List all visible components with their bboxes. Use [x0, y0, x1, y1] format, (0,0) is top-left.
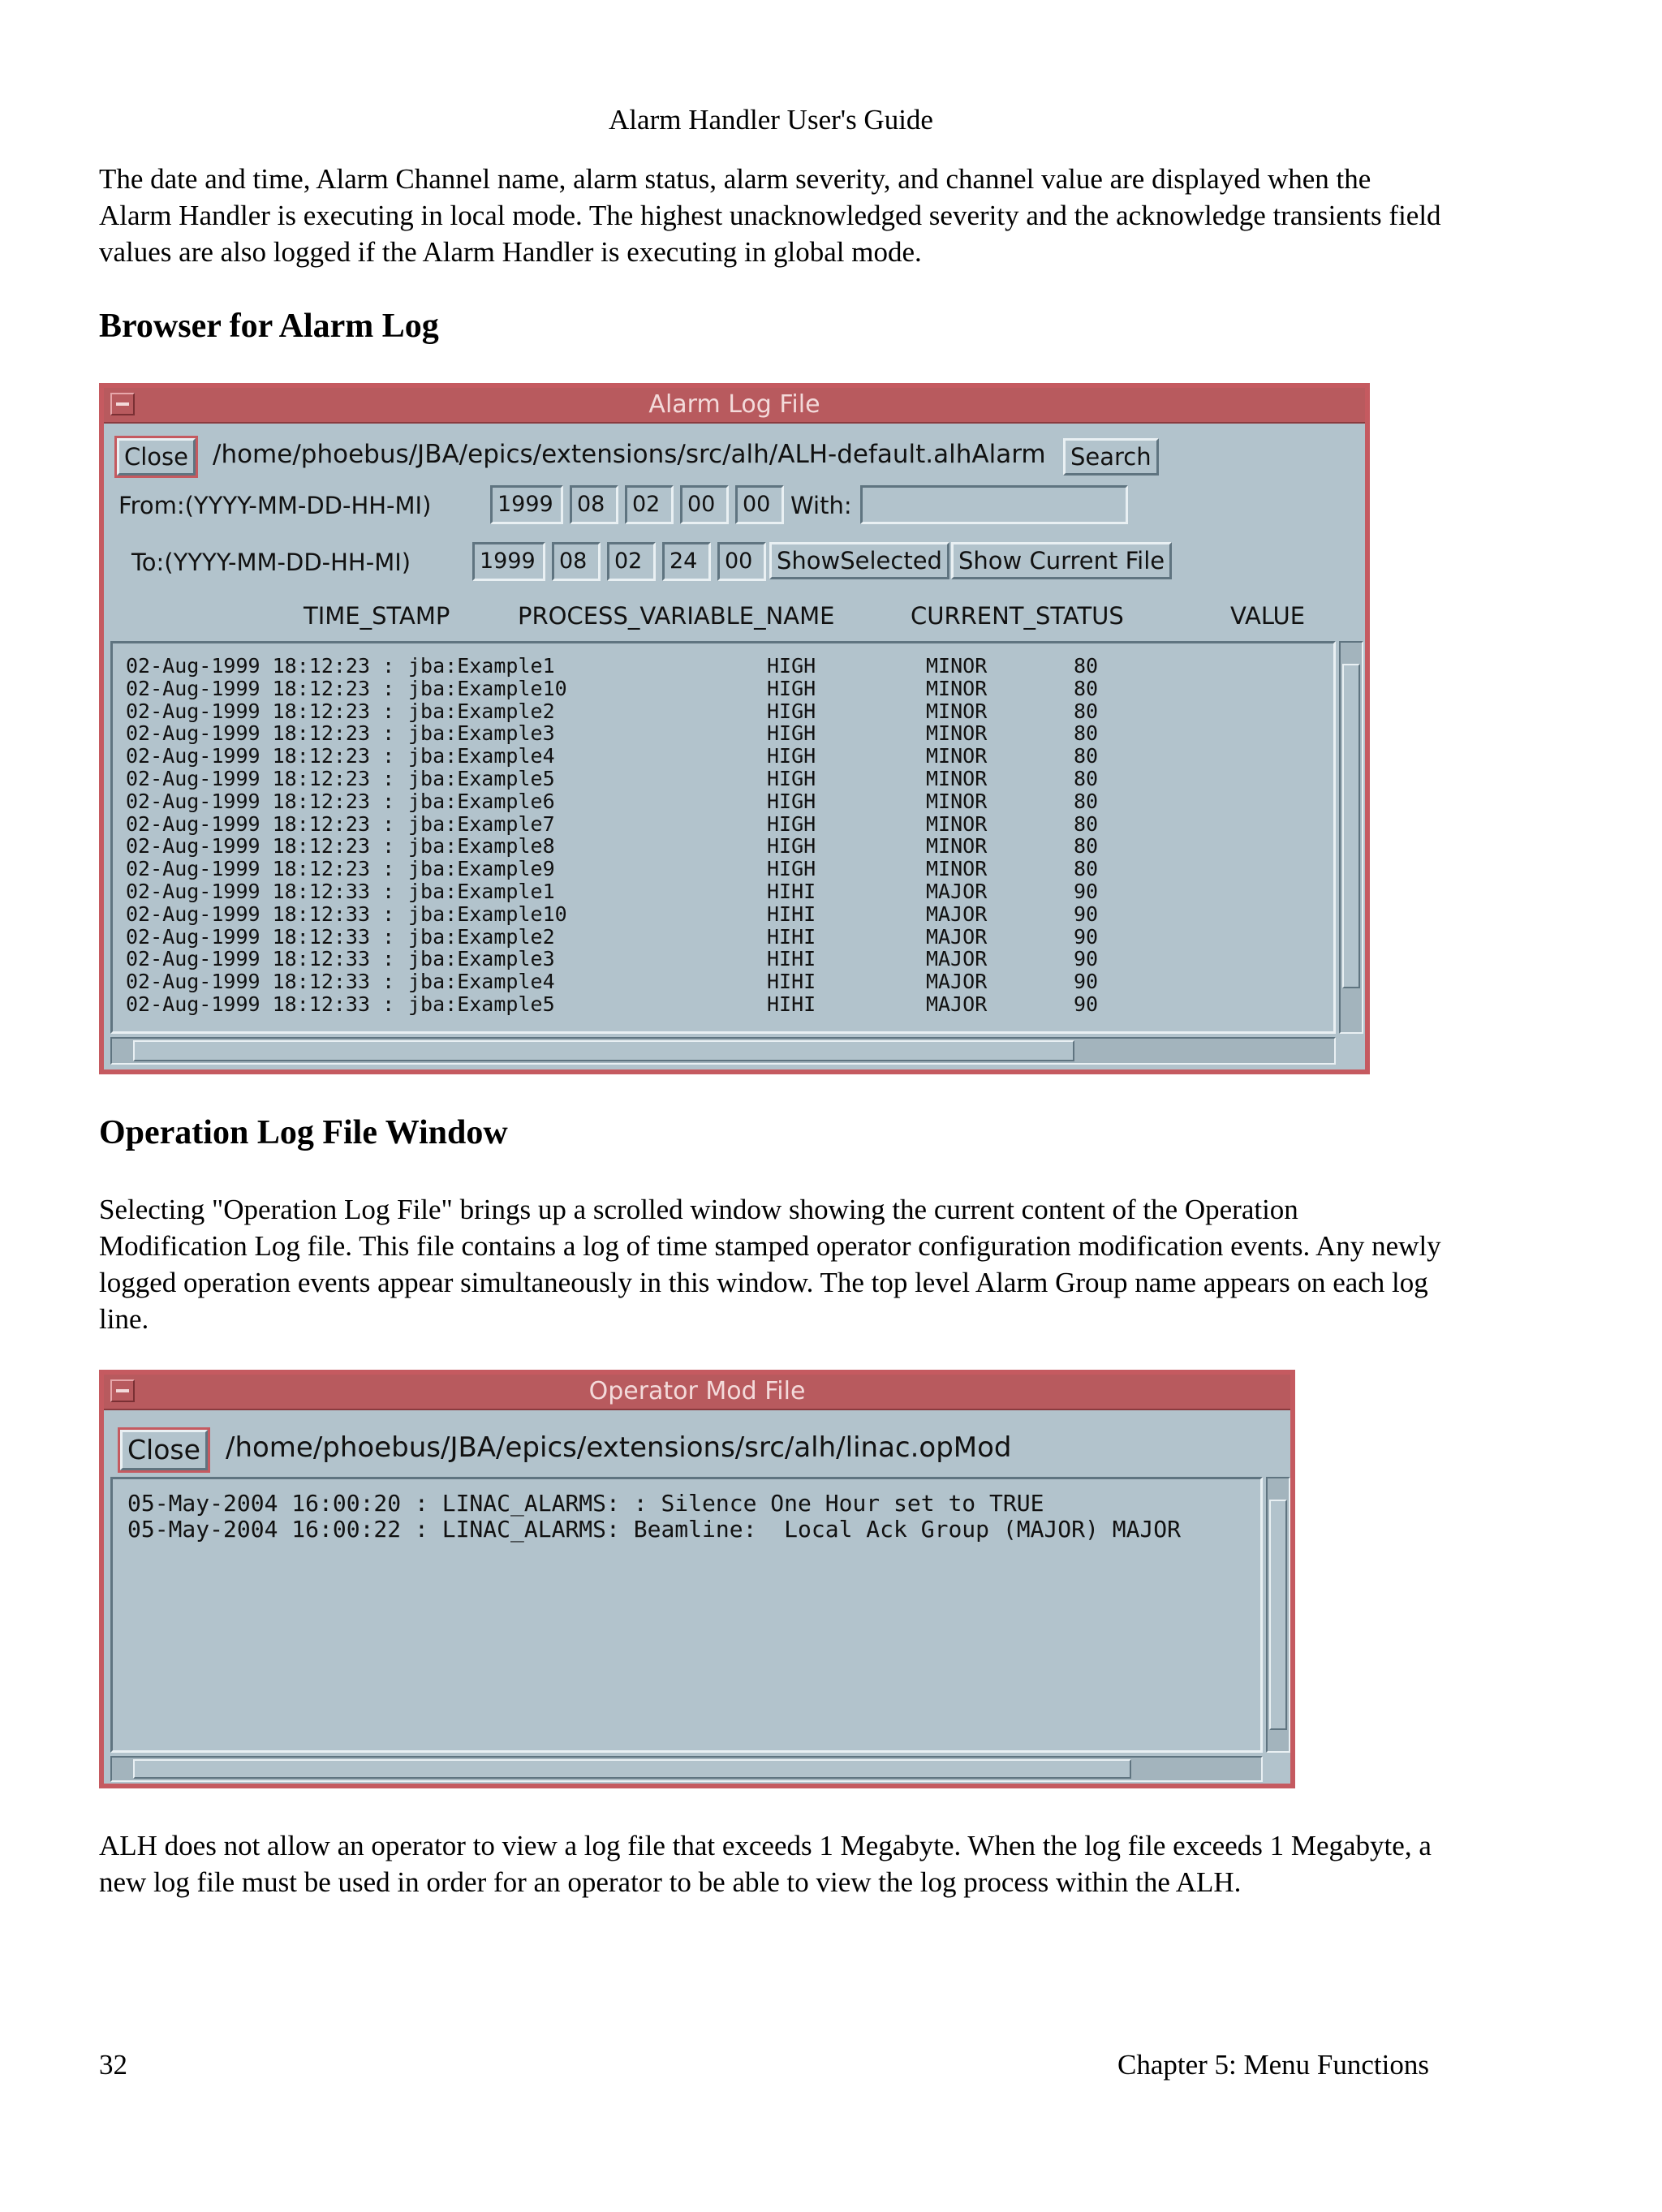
log-pv-name: jba:Example7	[408, 811, 555, 836]
log-status: HIGH	[767, 834, 816, 859]
page-header: Alarm Handler User's Guide	[609, 104, 933, 136]
log-row[interactable]	[126, 722, 1333, 745]
log-severity: MAJOR	[926, 970, 988, 994]
from-label: From:(YYYY-MM-DD-HH-MI)	[118, 492, 432, 519]
heading-operation-log: Operation Log File Window	[99, 1114, 508, 1151]
log-value: 80	[1074, 834, 1099, 859]
log-row[interactable]	[126, 790, 1333, 813]
operator-vertical-scrollbar[interactable]	[1266, 1477, 1290, 1753]
log-timestamp: 02-Aug-1999 18:12:23 :	[126, 699, 395, 723]
log-status: HIHI	[767, 992, 816, 1016]
log-pv-name: jba:Example5	[408, 992, 555, 1016]
log-status: HIGH	[767, 789, 816, 813]
operator-horizontal-scrollbar[interactable]	[110, 1756, 1263, 1782]
log-severity: MINOR	[926, 811, 988, 836]
log-row[interactable]	[126, 655, 1333, 678]
log-value: 80	[1074, 811, 1099, 836]
alarm-hscroll-thumb[interactable]	[133, 1040, 1074, 1061]
log-value: 90	[1074, 879, 1099, 903]
log-pv-name: jba:Example3	[408, 721, 555, 746]
from-hour-field[interactable]: 00	[680, 485, 729, 524]
log-status: HIHI	[767, 970, 816, 994]
log-severity: MINOR	[926, 721, 988, 746]
col-time-stamp: TIME_STAMP	[304, 602, 450, 630]
operator-mod-window	[99, 1370, 1295, 1788]
log-row[interactable]	[126, 678, 1333, 700]
show-selected-button[interactable]: ShowSelected	[769, 542, 949, 579]
log-status: HIGH	[767, 744, 816, 768]
alarm-horizontal-scrollbar[interactable]	[110, 1037, 1336, 1065]
log-pv-name: jba:Example2	[408, 699, 555, 723]
log-value: 80	[1074, 676, 1099, 700]
log-timestamp: 02-Aug-1999 18:12:33 :	[126, 902, 395, 926]
log-value: 80	[1074, 766, 1099, 790]
log-status: HIHI	[767, 947, 816, 971]
col-current-status: CURRENT_STATUS	[911, 602, 1124, 630]
log-status: HIHI	[767, 902, 816, 926]
from-month-field[interactable]: 08	[570, 485, 618, 524]
log-row[interactable]	[126, 880, 1333, 903]
operator-file-path: /home/phoebus/JBA/epics/extensions/src/alh/linac.opMod	[226, 1431, 1012, 1464]
log-value: 90	[1074, 992, 1099, 1016]
log-timestamp: 02-Aug-1999 18:12:23 :	[126, 654, 395, 678]
to-label: To:(YYYY-MM-DD-HH-MI)	[131, 549, 411, 576]
log-timestamp: 02-Aug-1999 18:12:23 :	[126, 721, 395, 746]
from-day-field[interactable]: 02	[625, 485, 674, 524]
alarm-log-list[interactable]	[110, 641, 1336, 1034]
log-status: HIHI	[767, 879, 816, 903]
search-button[interactable]: Search	[1063, 438, 1159, 476]
log-timestamp: 02-Aug-1999 18:12:33 :	[126, 992, 395, 1016]
log-pv-name: jba:Example8	[408, 834, 555, 859]
window-menu-icon[interactable]	[110, 393, 135, 415]
log-pv-name: jba:Example1	[408, 654, 555, 678]
operator-vscroll-thumb[interactable]	[1269, 1500, 1287, 1730]
col-value: VALUE	[1230, 602, 1306, 630]
log-severity: MINOR	[926, 834, 988, 859]
log-pv-name: jba:Example10	[408, 902, 567, 926]
operator-log-line: 05-May-2004 16:00:22 : LINAC_ALARMS: Beamline: Local Ack Group (MAJOR) MAJOR	[127, 1516, 1182, 1543]
log-timestamp: 02-Aug-1999 18:12:23 :	[126, 811, 395, 836]
alarm-close-button[interactable]: Close	[117, 438, 196, 476]
log-row[interactable]	[126, 813, 1333, 836]
window-menu-icon[interactable]	[110, 1379, 135, 1402]
to-day-field[interactable]: 02	[607, 542, 656, 581]
log-severity: MAJOR	[926, 924, 988, 949]
log-timestamp: 02-Aug-1999 18:12:23 :	[126, 676, 395, 700]
log-status: HIGH	[767, 857, 816, 881]
to-year-field[interactable]: 1999	[472, 542, 545, 581]
log-pv-name: jba:Example3	[408, 947, 555, 971]
operator-mod-titlebar	[104, 1375, 1290, 1410]
log-row[interactable]	[126, 835, 1333, 858]
operator-hscroll-thumb[interactable]	[133, 1759, 1131, 1779]
oplog-paragraph: Selecting "Operation Log File" brings up a scrolled window showing the current content of the Operation Modification Log file. This file contains a log of time stamped operator configuration modification events. Any newly logged operation events appear simultaneously in this window. The top level Alarm Group name appears on each log line.	[99, 1194, 1441, 1335]
log-timestamp: 02-Aug-1999 18:12:23 :	[126, 744, 395, 768]
operator-close-button[interactable]: Close	[120, 1430, 208, 1470]
log-pv-name: jba:Example10	[408, 676, 567, 700]
intro-paragraph: The date and time, Alarm Channel name, alarm status, alarm severity, and channel value are displayed when the Alarm Handler is executing in local mode. The highest unacknowledged severity and the acknowledge transients field values are also logged if the Alarm Handler is executing in global mode.	[99, 163, 1441, 268]
log-status: HIGH	[767, 721, 816, 746]
log-severity: MINOR	[926, 654, 988, 678]
operator-log-list[interactable]	[110, 1477, 1263, 1753]
log-status: HIHI	[767, 924, 816, 949]
log-row[interactable]	[126, 700, 1333, 723]
alarm-log-title: Alarm Log File	[648, 390, 820, 419]
page-number: 32	[99, 2049, 127, 2081]
log-timestamp: 02-Aug-1999 18:12:23 :	[126, 766, 395, 790]
log-value: 90	[1074, 970, 1099, 994]
from-year-field[interactable]: 1999	[490, 485, 563, 524]
operator-mod-title: Operator Mod File	[588, 1377, 806, 1405]
log-value: 80	[1074, 699, 1099, 723]
log-severity: MAJOR	[926, 902, 988, 926]
log-status: HIGH	[767, 766, 816, 790]
col-process-variable-name: PROCESS_VARIABLE_NAME	[518, 602, 835, 630]
log-row[interactable]	[126, 948, 1333, 970]
log-severity: MAJOR	[926, 879, 988, 903]
chapter-footer: Chapter 5: Menu Functions	[1117, 2049, 1429, 2081]
log-severity: MINOR	[926, 766, 988, 790]
alarm-log-window	[99, 383, 1370, 1074]
log-pv-name: jba:Example9	[408, 857, 555, 881]
log-pv-name: jba:Example6	[408, 789, 555, 813]
operator-log-line: 05-May-2004 16:00:20 : LINAC_ALARMS: : Silence One Hour set to TRUE	[127, 1490, 1044, 1517]
log-status: HIGH	[767, 676, 816, 700]
log-severity: MINOR	[926, 676, 988, 700]
alarm-file-path: /home/phoebus/JBA/epics/extensions/src/alh/ALH-default.alhAlarm	[213, 440, 1046, 469]
log-severity: MINOR	[926, 699, 988, 723]
log-value: 90	[1074, 947, 1099, 971]
log-timestamp: 02-Aug-1999 18:12:33 :	[126, 879, 395, 903]
alarm-log-titlebar	[104, 388, 1365, 424]
log-pv-name: jba:Example4	[408, 744, 555, 768]
show-current-file-button[interactable]: Show Current File	[951, 542, 1172, 579]
log-pv-name: jba:Example5	[408, 766, 555, 790]
log-row[interactable]	[126, 903, 1333, 926]
log-value: 80	[1074, 744, 1099, 768]
log-severity: MINOR	[926, 789, 988, 813]
log-timestamp: 02-Aug-1999 18:12:33 :	[126, 924, 395, 949]
to-minute-field[interactable]: 00	[717, 542, 766, 581]
log-severity: MAJOR	[926, 947, 988, 971]
log-timestamp: 02-Aug-1999 18:12:23 :	[126, 789, 395, 813]
log-status: HIGH	[767, 654, 816, 678]
log-status: HIGH	[767, 699, 816, 723]
closing-paragraph: ALH does not allow an operator to view a log file that exceeds 1 Megabyte. When the log file exceeds 1 Megabyte, a new log file must be used in order for an operator to be able to view the log process within the ALH.	[99, 1830, 1432, 1898]
log-timestamp: 02-Aug-1999 18:12:33 :	[126, 970, 395, 994]
to-hour-field[interactable]: 24	[662, 542, 711, 581]
log-pv-name: jba:Example1	[408, 879, 555, 903]
log-row[interactable]	[126, 768, 1333, 790]
with-filter-input[interactable]	[860, 485, 1128, 524]
log-row[interactable]	[126, 858, 1333, 880]
log-value: 80	[1074, 721, 1099, 746]
log-value: 80	[1074, 789, 1099, 813]
log-timestamp: 02-Aug-1999 18:12:33 :	[126, 947, 395, 971]
log-severity: MAJOR	[926, 992, 988, 1016]
log-row[interactable]	[126, 993, 1333, 1016]
log-row[interactable]	[126, 970, 1333, 993]
log-row[interactable]	[126, 745, 1333, 768]
log-value: 80	[1074, 857, 1099, 881]
to-month-field[interactable]: 08	[552, 542, 601, 581]
log-timestamp: 02-Aug-1999 18:12:23 :	[126, 834, 395, 859]
log-row[interactable]	[126, 926, 1333, 949]
alarm-vscroll-thumb[interactable]	[1342, 664, 1360, 988]
heading-browser-alarm-log: Browser for Alarm Log	[99, 308, 439, 345]
log-pv-name: jba:Example4	[408, 970, 555, 994]
log-severity: MINOR	[926, 744, 988, 768]
log-timestamp: 02-Aug-1999 18:12:23 :	[126, 857, 395, 881]
log-status: HIGH	[767, 811, 816, 836]
alarm-vertical-scrollbar[interactable]	[1339, 641, 1363, 1034]
log-value: 90	[1074, 902, 1099, 926]
log-value: 90	[1074, 924, 1099, 949]
log-value: 80	[1074, 654, 1099, 678]
with-label: With:	[790, 492, 852, 519]
from-minute-field[interactable]: 00	[735, 485, 784, 524]
log-pv-name: jba:Example2	[408, 924, 555, 949]
log-severity: MINOR	[926, 857, 988, 881]
